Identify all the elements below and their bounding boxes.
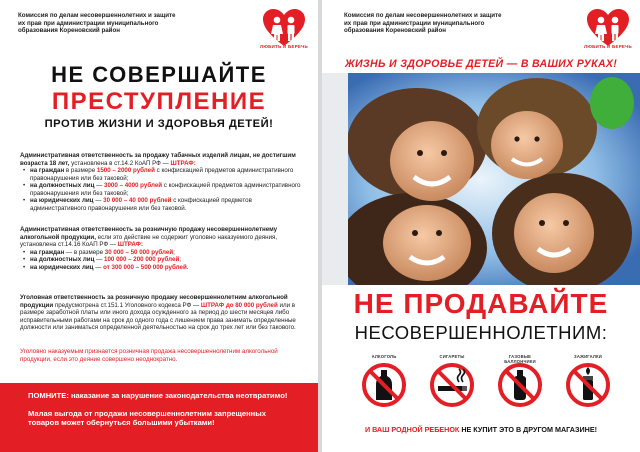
list-item: • на граждан в размере 1500 – 2000 рублей с конфискацией предметов административного правонарушения или без таковой; — [20, 167, 302, 182]
cigarette-icon — [429, 362, 475, 408]
gas-can-icon — [497, 362, 543, 408]
heart-children-logo-icon — [586, 8, 630, 48]
prohibited-item-cigarettes: СИГАРЕТЫ — [426, 354, 478, 413]
list-item: • на граждан — в размере 30 000 – 50 000 рублей; — [20, 249, 302, 257]
prohibited-item-gas-cans: ГАЗОВЫЕ БАЛЛОНЧИКИ — [494, 354, 546, 413]
children-photo — [322, 73, 640, 285]
repeat-offense-note: Уголовно наказуемым признается розничная продажа несовершеннолетним алкогольной продукции, если это деяние совершено неоднократно. — [20, 348, 278, 363]
title-line-1: НЕ ПРОДАВАЙТЕ — [353, 288, 609, 319]
list-item: • на должностных лиц — 3000 – 4000 рублей с конфискацией предметов административного правонарушения или без таковой; — [20, 182, 302, 197]
children-circle-illustration — [322, 73, 640, 285]
criminal-liability-section: Уголовная ответственность за розничную продажу несовершеннолетним алкогольной продукции предусмотрена ст.151.1 Уголовного кодекса РФ — ШТРАФ до 80 000 рублей или в размере заработной платы или иного дохода осужденного за период до шести месяцев либо исправительными работами на срок до одного года с лишением права занимать определенные должности или заниматься определенной деятельностью на срок до трех лет или без такового. — [20, 294, 296, 331]
title-line-3: ПРОТИВ ЖИЗНИ И ЗДОРОВЬЯ ДЕТЕЙ! — [44, 118, 274, 130]
warning-line-1: ПОМНИТЕ: наказание за нарушение законодательства неотвратимо! — [28, 391, 288, 400]
logo-caption: ЛЮБИТЬ И БЕРЕЧЬ — [583, 44, 633, 49]
bottle-icon — [361, 362, 407, 408]
list-item: • на юридических лиц — 30 000 – 40 000 рублей с конфискацией предметов административного правонарушения или без таковой. — [20, 197, 302, 212]
warning-banner — [0, 383, 318, 452]
title-line-2: ПРЕСТУПЛЕНИЕ — [51, 88, 267, 115]
right-leaflet-page — [322, 0, 640, 452]
slogan: ЖИЗНЬ И ЗДОРОВЬЕ ДЕТЕЙ — В ВАШИХ РУКАХ! — [344, 58, 618, 70]
list-item: • на должностных лиц — 100 000 – 200 000 рублей; — [20, 256, 302, 264]
heart-children-logo-icon — [262, 8, 306, 48]
list-item: • на юридических лиц — от 300 000 – 500 000 рублей. — [20, 264, 302, 272]
prohibited-item-lighters: ЗАЖИГАЛКИ — [562, 354, 614, 413]
tobacco-liability-section: Административная ответственность за продажу табачных изделий лицам, не достигшим возраста 18 лет, установлена в ст.14.2 КоАП РФ — ШТРАФ: • на граждан в размере 1500 – 2000 рублей с конфискацией предметов административного правонарушения или без таковой; • на должностных лиц — 3000 – 4000 рублей с конфискацией предметов административного правонарушения или без таковой; • на юридических лиц — 30 000 – 40 000 рублей с конфискацией предметов административного правонарушения или без таковой. — [20, 152, 302, 212]
title-line-1: НЕ СОВЕРШАЙТЕ — [51, 62, 267, 87]
title-line-2: НЕСОВЕРШЕННОЛЕТНИМ: — [354, 322, 608, 343]
logo-caption: ЛЮБИТЬ И БЕРЕЧЬ — [259, 44, 309, 49]
prohibited-item-alcohol: АЛКОГОЛЬ — [358, 354, 410, 413]
left-leaflet-page — [0, 0, 318, 452]
organization-header: Комиссия по делам несовершеннолетних и защите их прав при администрации муниципального образования Кореновский район — [18, 12, 176, 35]
closing-line: И ВАШ РОДНОЙ РЕБЕНОК НЕ КУПИТ ЭТО В ДРУГОМ МАГАЗИНЕ! — [364, 425, 598, 434]
prohibited-items-row — [358, 354, 618, 420]
photo-left-strip — [322, 73, 348, 285]
organization-header: Комиссия по делам несовершеннолетних и защите их прав при администрации муниципального образования Кореновский район — [344, 12, 502, 35]
lighter-icon — [565, 362, 611, 408]
alcohol-admin-liability-section: Административная ответственность за розничную продажу несовершеннолетнему алкогольной продукции, если это действие не содержит уголовно наказуемого деяния, установлена ст.14.16 КоАП РФ — ШТРАФ: • на граждан — в размере 30 000 – 50 000 рублей; • на должностных лиц — 100 000 – 200 000 рублей; • на юридических лиц — от 300 000 – 500 000 рублей. — [20, 226, 302, 271]
warning-line-2: Малая выгода от продажи несовершеннолетним запрещенных товаров может обернуться большими убытками! — [28, 409, 266, 427]
